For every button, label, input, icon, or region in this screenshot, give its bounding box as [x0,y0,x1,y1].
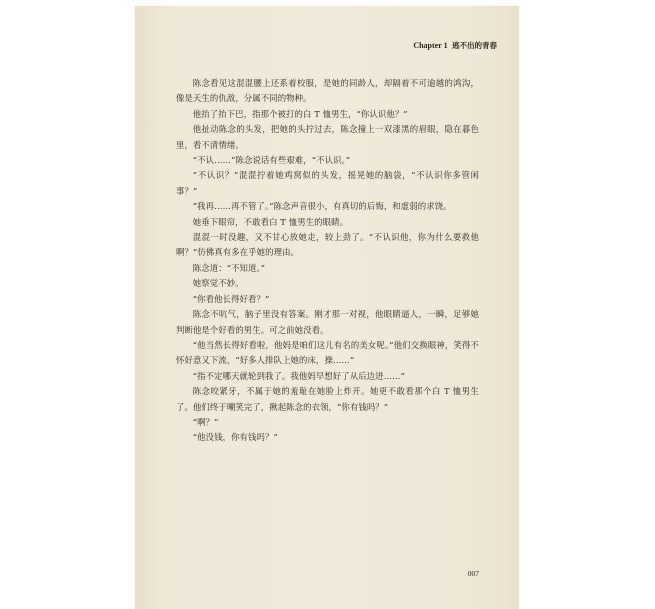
paragraph: 陈念咬紧牙，不属于她的羞耻在她脸上炸开。她更不敢看那个白 T 恤男生了。他们终于嘲笑完了，揪起陈念的衣领，“你有钱吗？” [176,386,479,412]
paragraph: 陈念看见这混混腰上还系着校服，是她的同龄人，却隔着不可逾越的鸿沟，像是天生的仇敌，分属不同的物种。 [176,78,479,104]
paragraph: “他当然长得好看啦，他妈是咱们这儿有名的美女呢。”他们交换眼神，笑得不怀好意又下流，“好多人排队上她的床，操……” [176,339,479,366]
page-number: 007 [467,569,479,578]
body-text [176,76,479,446]
paragraph: “他没钱，你有钱吗？” [192,432,278,443]
running-header [413,40,497,51]
chapter-title: 逃不出的青春 [452,41,497,50]
paragraph: “你看他长得好看？” [192,293,270,304]
book-page [135,6,519,609]
paragraph: 陈念道：“不知道。” [192,262,266,273]
paragraph: 她垂下眼帘，不敢看白 T 恤男生的眼睛。 [192,216,349,227]
paragraph: “我再……再不管了。”陈念声音很小，有真切的后悔，和虚弱的求饶。 [192,201,452,212]
paragraph: 陈念不吭气，脑子里没有答案。刚才那一对视，他眼睛逼人，一瞬，足够她判断他是个好看的男生。可之前她没看。 [176,309,479,335]
chapter-number: Chapter 1 [413,41,448,50]
paragraph: 他扯动陈念的头发，把她的头拧过去，陈念撞上一双漆黑的眉眼，隐在暮色里，看不清情绪。 [176,124,479,150]
paragraph: “不认识？”混混拧着她鸡窝似的头发，摇晃她的脑袋，“不认识你多管闲事？” [176,170,479,196]
paragraph: “不认……”陈念说话有些艰难，“不认识。” [192,155,351,166]
paragraph: “指不定哪天就轮到我了。我他妈早想好了从后边进……” [192,370,405,381]
paragraph: 混混一时没趣，又不甘心放她走，较上劲了。“不认识他，你为什么要救他啊？”仿佛真有多在乎她的理由。 [176,232,479,258]
paragraph: 他抬了抬下巴，指那个被打的白 T 恤男生，“你认识他？” [192,108,408,119]
paragraph: 她察觉不妙。 [192,278,244,289]
paragraph: “啊？” [192,416,219,427]
